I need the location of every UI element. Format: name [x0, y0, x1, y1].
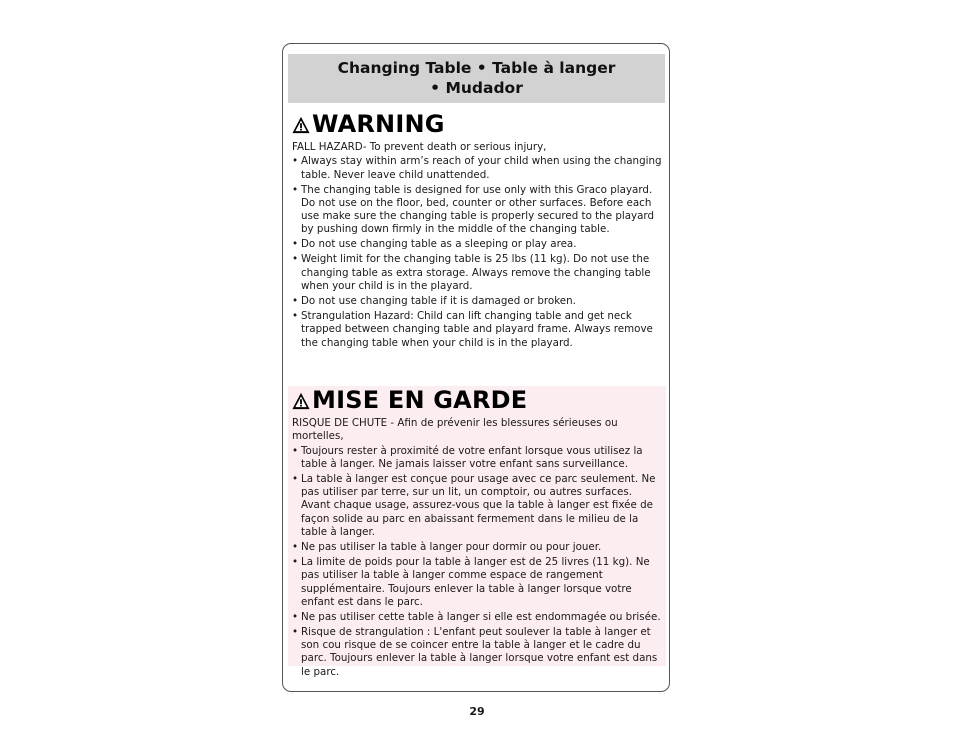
- page-number: 29: [469, 705, 485, 718]
- list-item: • Ne pas utiliser la table à langer pour dormir ou pour jouer.: [292, 541, 602, 554]
- warning-lead: FALL HAZARD- To prevent death or serious injury,: [292, 141, 547, 153]
- section-header: [288, 54, 665, 103]
- warning-triangle-icon: [292, 392, 310, 410]
- mise-en-garde-lead: RISQUE DE CHUTE - Afin de prévenir les blessures sérieuses ou mortelles,: [292, 417, 618, 443]
- list-item: • Do not use changing table if it is damaged or broken.: [292, 295, 576, 308]
- list-item: • La limite de poids pour la table à langer est de 25 livres (11 kg). Ne pas utiliser la table à langer comme espace de rangement supplémentaire. Toujours enlever la table à langer lorsque votre enfant est dans le parc.: [292, 556, 650, 608]
- list-item: • Strangulation Hazard: Child can lift changing table and get neck trapped between changing table and playard frame. Always remove the changing table when your child is in the playard.: [292, 310, 653, 349]
- warning-list: [292, 155, 662, 350]
- header-line-2: • Mudador: [430, 79, 523, 97]
- instruction-card: [282, 43, 670, 692]
- list-item: • Toujours rester à proximité de votre enfant lorsque vous utilisez la table à langer. Ne jamais laisser votre enfant sans surveillance.: [292, 444, 643, 470]
- list-item: • Always stay within arm’s reach of your child when using the changing table. Never leave child unattended.: [292, 155, 662, 181]
- warning-english: [288, 110, 666, 352]
- list-item: • Weight limit for the changing table is 25 lbs (11 kg). Do not use the changing table as extra storage. Always remove the changing table when your child is in the playard.: [292, 253, 651, 293]
- header-line-1: Changing Table • Table à langer: [337, 59, 616, 77]
- warning-title-text: WARNING: [312, 110, 445, 138]
- warning-french: [288, 386, 666, 678]
- warning-title: [292, 110, 662, 138]
- list-item: • La table à langer est conçue pour usage avec ce parc seulement. Ne pas utiliser par terre, sur un lit, un comptoir, ou autres surfaces. Avant chaque usage, assurez-vous que la table à langer est fixée de façon solide au parc en abaissant fermement dans le milieu de la table à langer.: [292, 472, 656, 539]
- list-item: • Risque de strangulation : L'enfant peut soulever la table à langer et son cou risque de se coincer entre la table à langer et le cadre du parc. Toujours enlever la table à langer lorsque votre enfant est dans le parc.: [292, 625, 658, 678]
- list-item: • Do not use changing table as a sleeping or play area.: [292, 238, 577, 251]
- mise-en-garde-list: [292, 445, 662, 679]
- warning-triangle-icon: [292, 116, 310, 134]
- list-item: • Ne pas utiliser cette table à langer si elle est endommagée ou brisée.: [292, 610, 661, 623]
- mise-en-garde-title-text: MISE EN GARDE: [312, 386, 528, 414]
- mise-en-garde-title: [292, 386, 662, 414]
- list-item: • The changing table is designed for use only with this Graco playard. Do not use on the floor, bed, counter or other surfaces. Before each use make sure the changing table is properly secured to the playard by pushing down firmly in the middle of the changing table.: [292, 183, 655, 236]
